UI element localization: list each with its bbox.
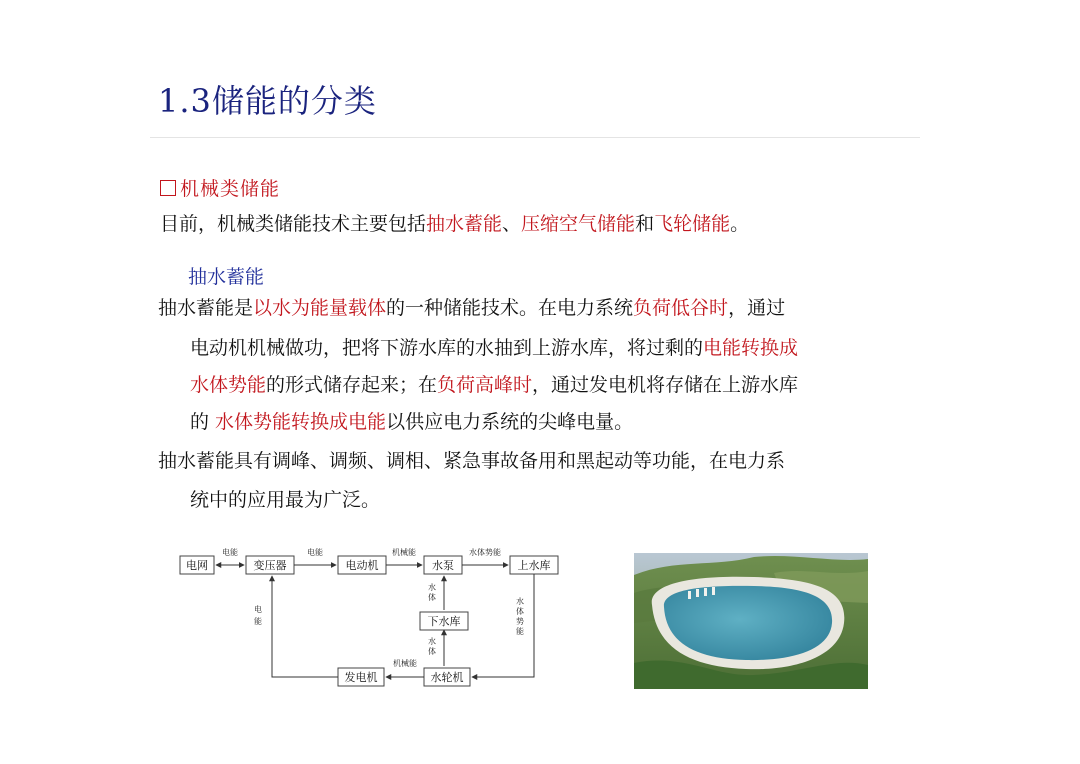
- highlight: 水体势能: [190, 374, 267, 396]
- highlight: 水体势能转换成电能: [215, 411, 387, 433]
- intro-text: 。: [730, 213, 750, 235]
- text: 电动机机械做功，把将下游水库的水抽到上游水库，将过剩的: [190, 337, 704, 359]
- intro-text: 和: [635, 213, 655, 235]
- section-heading-label: 机械类储能: [180, 178, 281, 200]
- node-label-transformer: 变压器: [253, 559, 287, 572]
- node-label-generator: 发电机: [344, 671, 378, 684]
- edge-label: 水: [428, 637, 436, 646]
- edge-label: 水: [428, 583, 436, 592]
- intro-text: 、: [502, 213, 522, 235]
- node-label-turbine: 水轮机: [430, 671, 464, 684]
- edge-label: 能: [516, 627, 524, 636]
- subheading: 抽水蓄能: [188, 266, 265, 288]
- text: 抽水蓄能是: [158, 297, 254, 319]
- para1-line3: [190, 376, 798, 395]
- pumped-storage-flow-diagram: [170, 542, 570, 692]
- section-heading: [160, 174, 280, 201]
- checkbox-square-icon: [160, 180, 176, 196]
- node-label-motor: 电动机: [345, 559, 379, 572]
- text: 的一种储能技术。在电力系统: [386, 297, 634, 319]
- para1-line1: [158, 299, 785, 318]
- edge-label: 能: [254, 617, 262, 626]
- edge-label: 水体势能: [469, 548, 501, 557]
- edge-label: 电: [254, 605, 262, 614]
- node-label-upper: 上水库: [517, 559, 551, 572]
- highlight: 负荷低谷时: [633, 297, 729, 319]
- para2-line1: 抽水蓄能具有调峰、调频、调相、紧急事故备用和黑起动等功能，在电力系: [158, 450, 786, 472]
- edge-label: 势: [516, 617, 524, 626]
- highlight: 电能转换成: [703, 337, 799, 359]
- reservoir-photo: [634, 553, 868, 689]
- edge-upper-turbine: [472, 574, 534, 677]
- intro-highlight-caes: 压缩空气储能: [521, 213, 636, 235]
- text: 的: [190, 411, 216, 433]
- node-label-grid: 电网: [186, 559, 208, 572]
- para1-line2: [190, 339, 798, 358]
- node-label-lower: 下水库: [427, 615, 461, 628]
- intro-text: 目前，机械类储能技术主要包括: [160, 213, 427, 235]
- highlight: 负荷高峰时: [437, 374, 533, 396]
- intro-line: [160, 215, 749, 234]
- edge-label: 体: [516, 607, 524, 616]
- node-label-pump: 水泵: [432, 559, 454, 572]
- title-divider: [150, 137, 920, 138]
- page-title: 1.3储能的分类: [158, 82, 377, 120]
- intro-highlight-flywheel: 飞轮储能: [654, 213, 731, 235]
- para1-line4: [190, 413, 633, 432]
- text: ，通过: [728, 297, 786, 319]
- edge-label: 水: [516, 597, 524, 606]
- edge-label: 电能: [307, 548, 323, 557]
- intro-highlight-pumped: 抽水蓄能: [426, 213, 503, 235]
- edge-generator-transformer: [272, 576, 338, 677]
- edge-label: 机械能: [392, 548, 416, 557]
- text: 以供应电力系统的尖峰电量。: [386, 411, 634, 433]
- edge-label: 体: [428, 593, 436, 602]
- edge-label: 体: [428, 647, 436, 656]
- para2-line2: 统中的应用最为广泛。: [190, 489, 381, 511]
- text: ，通过发电机将存储在上游水库: [532, 374, 799, 396]
- edge-label: 机械能: [393, 659, 417, 668]
- edge-label: 电能: [222, 548, 238, 557]
- highlight: 以水为能量载体: [253, 297, 387, 319]
- text: 的形式储存起来；在: [266, 374, 438, 396]
